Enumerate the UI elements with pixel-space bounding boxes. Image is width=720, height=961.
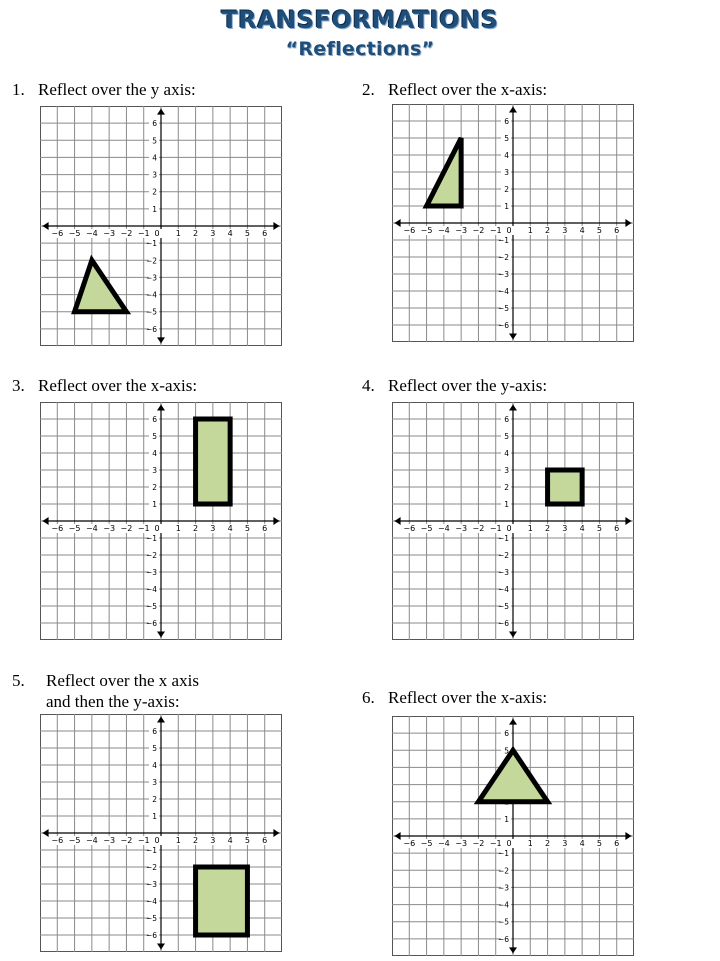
x-tick-label: −2 (472, 524, 485, 533)
coordinate-grid-4[interactable] (392, 402, 634, 640)
y-tick-label: −3 (145, 568, 157, 577)
y-tick-label: 1 (152, 204, 157, 214)
x-tick-label: −3 (455, 839, 468, 848)
y-tick-label: −2 (497, 866, 509, 876)
x-tick-label: −5 (420, 226, 433, 235)
x-tick-label: −4 (437, 226, 450, 235)
x-tick-label: −1 (137, 229, 150, 238)
x-tick-label: −6 (403, 839, 416, 848)
x-tick-label: 5 (596, 524, 602, 533)
y-tick-label: 2 (504, 483, 509, 492)
x-tick-label: 5 (244, 836, 250, 845)
y-tick-label: 6 (152, 119, 157, 129)
x-tick-label: 5 (596, 839, 602, 848)
y-tick-label: 3 (152, 778, 157, 787)
x-tick-label: 0 (154, 229, 160, 238)
y-tick-label: 2 (152, 187, 157, 197)
x-tick-label: 4 (227, 524, 233, 533)
x-tick-label: −3 (455, 226, 468, 235)
y-tick-label: 1 (152, 500, 157, 509)
y-tick-label: −1 (497, 534, 509, 543)
x-tick-label: 0 (154, 524, 160, 533)
y-tick-label: 5 (504, 134, 509, 143)
problem-3-prompt (12, 376, 197, 396)
x-tick-label: 4 (579, 524, 585, 533)
x-tick-label: 1 (175, 229, 181, 238)
x-tick-label: −1 (137, 524, 150, 533)
y-tick-label: −6 (145, 931, 157, 940)
x-tick-label: 3 (562, 839, 568, 848)
x-tick-label: 1 (175, 524, 181, 533)
x-tick-label: −4 (437, 524, 450, 533)
x-tick-label: 6 (614, 524, 620, 533)
y-tick-label: −1 (145, 846, 157, 855)
y-tick-label: 3 (504, 168, 509, 177)
x-tick-label: 2 (193, 524, 199, 533)
x-tick-label: −6 (51, 229, 64, 238)
x-tick-label: 6 (262, 836, 268, 845)
coordinate-grid-6[interactable] (392, 716, 634, 956)
rectangle-shape (196, 419, 231, 504)
x-tick-label: 1 (527, 226, 533, 235)
grid-svg (40, 106, 282, 346)
y-tick-label: −4 (145, 290, 157, 300)
x-tick-label: 4 (579, 839, 585, 848)
problem-number: 6. (362, 688, 375, 707)
y-tick-label: 6 (152, 415, 157, 424)
problem-number: 1. (12, 80, 25, 99)
x-tick-label: −2 (120, 229, 133, 238)
y-tick-label: −4 (497, 585, 509, 594)
x-tick-label: −1 (137, 836, 150, 845)
x-tick-label: −3 (103, 836, 116, 845)
y-tick-label: −5 (145, 602, 157, 611)
x-tick-label: 1 (527, 524, 533, 533)
y-tick-label: −6 (497, 619, 509, 628)
problem-instruction: Reflect over the y-axis: (388, 376, 548, 395)
coordinate-grid-5[interactable] (40, 714, 282, 952)
x-tick-label: 0 (154, 836, 160, 845)
problem-instruction: Reflect over the x-axis: (388, 688, 548, 707)
x-tick-label: −1 (489, 226, 502, 235)
y-tick-label: −6 (497, 934, 509, 944)
y-tick-label: 5 (152, 432, 157, 441)
y-tick-label: 1 (504, 202, 509, 211)
y-tick-label: 6 (504, 729, 509, 739)
x-tick-label: −4 (437, 839, 450, 848)
coordinate-grid-2[interactable] (392, 104, 634, 342)
x-tick-label: 6 (262, 524, 268, 533)
x-tick-label: −2 (472, 226, 485, 235)
x-tick-label: −5 (420, 839, 433, 848)
x-tick-label: 2 (193, 836, 199, 845)
x-tick-label: −5 (420, 524, 433, 533)
x-tick-label: 1 (175, 836, 181, 845)
x-tick-label: −6 (51, 836, 64, 845)
x-tick-label: 6 (614, 839, 620, 848)
y-tick-label: −3 (145, 880, 157, 889)
x-tick-label: 6 (262, 229, 268, 238)
problem-number: 2. (362, 80, 375, 99)
y-tick-label: −2 (497, 253, 509, 262)
problem-5-prompt (12, 670, 199, 712)
y-tick-label: −4 (145, 585, 157, 594)
x-tick-label: 4 (227, 836, 233, 845)
y-tick-label: −2 (145, 551, 157, 560)
page-title: TRANSFORMATIONS (221, 6, 499, 34)
x-tick-label: −2 (120, 836, 133, 845)
x-tick-label: 5 (596, 226, 602, 235)
y-tick-label: −4 (497, 900, 509, 910)
x-tick-label: 0 (506, 839, 512, 848)
y-tick-label: 2 (152, 483, 157, 492)
x-tick-label: −3 (103, 524, 116, 533)
y-tick-label: 6 (504, 415, 509, 424)
x-tick-label: 3 (562, 226, 568, 235)
x-tick-label: −1 (489, 839, 502, 848)
y-tick-label: −2 (145, 863, 157, 872)
y-tick-label: −1 (145, 534, 157, 543)
y-tick-label: −4 (497, 287, 509, 296)
y-tick-label: 4 (152, 449, 157, 458)
y-tick-label: 3 (504, 466, 509, 475)
x-tick-label: 2 (545, 839, 551, 848)
y-tick-label: 5 (152, 136, 157, 146)
x-tick-label: −6 (51, 524, 64, 533)
problem-6-prompt (362, 688, 547, 708)
y-tick-label: 5 (504, 746, 509, 756)
x-tick-label: −4 (85, 836, 98, 845)
problem-instruction: Reflect over the x-axis: (38, 376, 198, 395)
coordinate-grid-3[interactable] (40, 402, 282, 640)
y-tick-label: −2 (145, 256, 157, 266)
page-subtitle: “Reflections” (285, 38, 435, 60)
problem-number: 4. (362, 376, 375, 395)
x-tick-label: −4 (85, 229, 98, 238)
y-tick-label: −3 (145, 273, 157, 283)
y-tick-label: −5 (497, 602, 509, 611)
x-tick-label: 5 (244, 229, 250, 238)
x-tick-label: −6 (403, 226, 416, 235)
x-tick-label: −2 (472, 839, 485, 848)
x-tick-label: −3 (103, 229, 116, 238)
y-tick-label: 3 (152, 466, 157, 475)
x-tick-label: −1 (489, 524, 502, 533)
problem-4-prompt (362, 376, 547, 396)
x-tick-label: 0 (506, 524, 512, 533)
y-tick-label: 4 (152, 761, 157, 770)
problem-instruction: Reflect over the x-axis: (388, 80, 548, 99)
x-tick-label: 1 (527, 839, 533, 848)
x-tick-label: −5 (68, 836, 81, 845)
x-tick-label: 4 (579, 226, 585, 235)
x-tick-label: −2 (120, 524, 133, 533)
y-tick-label: 1 (504, 500, 509, 509)
problem-2-prompt (362, 80, 547, 100)
y-tick-label: 1 (504, 814, 509, 824)
problem-instruction-line2: and then the y-axis: (46, 692, 180, 711)
coordinate-grid-1[interactable] (40, 106, 282, 346)
y-tick-label: 6 (504, 117, 509, 126)
y-tick-label: −6 (145, 619, 157, 628)
y-tick-label: −3 (497, 568, 509, 577)
grid-svg (392, 716, 634, 956)
y-tick-label: 5 (504, 432, 509, 441)
x-tick-label: −6 (403, 524, 416, 533)
x-tick-label: 2 (545, 226, 551, 235)
y-tick-label: 5 (152, 744, 157, 753)
y-tick-label: −4 (145, 897, 157, 906)
y-tick-label: 1 (152, 812, 157, 821)
x-tick-label: −3 (455, 524, 468, 533)
grid-svg (392, 402, 634, 640)
x-tick-label: 3 (210, 229, 216, 238)
y-tick-label: 2 (504, 185, 509, 194)
y-tick-label: −5 (497, 917, 509, 927)
x-tick-label: 3 (210, 836, 216, 845)
x-tick-label: −5 (68, 524, 81, 533)
x-tick-label: 6 (614, 226, 620, 235)
y-tick-label: −1 (497, 236, 509, 245)
y-tick-label: −5 (145, 914, 157, 923)
y-tick-label: −3 (497, 270, 509, 279)
y-tick-label: 4 (504, 449, 509, 458)
y-tick-label: −1 (497, 849, 509, 859)
x-tick-label: 0 (506, 226, 512, 235)
y-tick-label: −6 (497, 321, 509, 330)
x-tick-label: −5 (68, 229, 81, 238)
x-tick-label: 5 (244, 524, 250, 533)
y-tick-label: 4 (504, 151, 509, 160)
x-tick-label: 4 (227, 229, 233, 238)
y-tick-label: 4 (152, 153, 157, 163)
x-tick-label: 3 (562, 524, 568, 533)
y-tick-label: −3 (497, 883, 509, 893)
y-tick-label: −2 (497, 551, 509, 560)
problem-number: 5. (12, 671, 25, 690)
grid-svg (40, 714, 282, 952)
y-tick-label: −5 (497, 304, 509, 313)
problem-instruction: Reflect over the x axis (46, 671, 199, 690)
square-shape (548, 470, 583, 504)
grid-svg (40, 402, 282, 640)
x-tick-label: 2 (545, 524, 551, 533)
x-tick-label: 3 (210, 524, 216, 533)
rectangle-shape (196, 867, 248, 935)
x-tick-label: 2 (193, 229, 199, 238)
problem-instruction: Reflect over the y axis: (38, 80, 196, 99)
problem-1-prompt (12, 80, 196, 100)
y-tick-label: −1 (145, 239, 157, 249)
y-tick-label: −5 (145, 307, 157, 317)
y-tick-label: 6 (152, 727, 157, 736)
y-tick-label: 3 (152, 170, 157, 180)
problem-number: 3. (12, 376, 25, 395)
x-tick-label: −4 (85, 524, 98, 533)
y-tick-label: −6 (145, 324, 157, 334)
grid-svg (392, 104, 634, 342)
y-tick-label: 2 (152, 795, 157, 804)
